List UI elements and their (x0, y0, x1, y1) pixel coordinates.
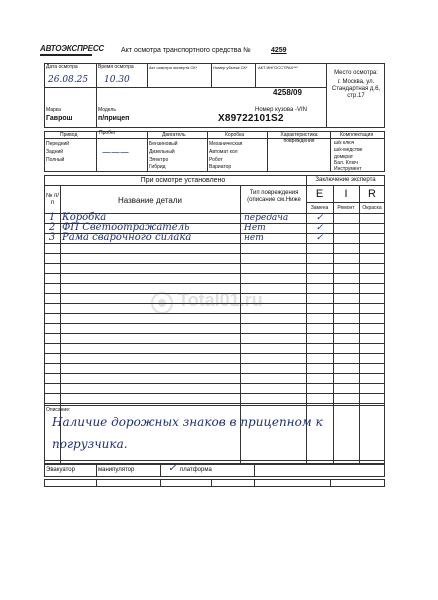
case-number: 4258/09 (273, 88, 302, 97)
gearbox-option-1: Механическая (209, 141, 243, 147)
kit-option-3: домкрат (334, 154, 354, 160)
table-row-divider (44, 323, 385, 324)
brand-value: Гаврош (46, 115, 73, 122)
replace-check: ✓ (315, 213, 324, 223)
notes-line-1: Наличие дорожных знаков в прицепном к (52, 415, 323, 429)
model-value: п/прицеп (98, 115, 130, 122)
time-label: Время осмотра (98, 64, 134, 70)
expert-act-label: Акт осмотра эксперта СК* (149, 65, 198, 70)
date-value: 26.08.25 (48, 75, 89, 85)
i-header: I (344, 188, 348, 200)
detail-name: Рама сварочного силака (62, 232, 192, 243)
date-label: Дата осмотра (46, 64, 78, 70)
ingos-label: АКТ ИНГОССТРАХ*** (258, 65, 298, 70)
e-header: E (315, 188, 324, 200)
engine-option-4: Гибрид (149, 164, 166, 170)
table-row-divider (44, 393, 385, 394)
expert-conclusion-header: Заключение эксперта (315, 177, 376, 183)
engine-header: Двигатель (162, 132, 186, 138)
table-row-divider (44, 343, 385, 344)
table-row-divider (44, 403, 385, 404)
drive-header: Привод (60, 132, 78, 138)
place-value: г. Москва, ул. Стандартная д.6, стр.17 (331, 79, 381, 99)
r-header: R (368, 188, 376, 200)
replace-subheader: Замена (310, 205, 329, 211)
evacuator-label: Эвакуатор (46, 467, 75, 473)
table-row-divider (44, 353, 385, 354)
model-label: Модель (98, 107, 116, 113)
row-number: 1 (48, 212, 56, 223)
damage-type-header: Тип повреждения (описание см.Ниже (247, 190, 301, 203)
mileage-header: Пробег (99, 130, 116, 136)
table-row-divider (44, 333, 385, 334)
kit-option-4: Бал. Ключ (334, 160, 358, 166)
drive-option-3: Полный (46, 157, 65, 163)
damage-type: Нет (244, 223, 266, 233)
table-row-divider (44, 363, 385, 364)
brand-label: Марка (46, 107, 61, 113)
drive-option-1: Передний (46, 141, 70, 147)
time-value: 10.30 (104, 75, 130, 85)
table-row-divider (44, 253, 385, 254)
row-number: 3 (48, 232, 56, 243)
mileage-value: ——— (102, 148, 129, 158)
replace-check: ✓ (315, 223, 324, 233)
replace-check: ✓ (315, 233, 324, 243)
damage-type: передача (244, 213, 289, 223)
page-title: Акт осмотра транспортного средства № (121, 47, 251, 54)
engine-option-3: Электро (149, 157, 169, 163)
loss-number-label: Номер убытка СК* (213, 65, 248, 70)
kit-option-1: ш/к ключ (334, 140, 355, 146)
table-row-divider (44, 373, 385, 374)
logo-text: АВТОЭКСПРЕСС (40, 44, 104, 53)
company-logo (40, 44, 104, 56)
row-number-header: № п/п (45, 193, 60, 206)
notes-label: Описание: (46, 407, 71, 413)
damage-characteristics-header: Характеристика повреждения (280, 132, 318, 144)
kit-option-5: Инструмент (334, 166, 362, 172)
act-number: 4259 (271, 47, 287, 54)
platform-label: платформа (180, 467, 212, 473)
damage-type: нет (244, 233, 264, 243)
established-header: При осмотре установлено (140, 177, 226, 184)
manipulator-label: манипулятор (98, 467, 135, 473)
detail-name-header: Название детали (118, 196, 182, 205)
detail-name: ФП Светоотражатель (62, 222, 190, 233)
repair-subheader: Ремонт (337, 205, 355, 211)
kit-option-2: ш/к-медстве (334, 147, 363, 153)
kit-header: Комплектация (340, 132, 374, 138)
paint-subheader: Окраска (362, 205, 382, 211)
detail-name: Коробка (62, 212, 107, 223)
table-row-divider (44, 263, 385, 264)
table-row-divider (44, 243, 385, 244)
drive-option-2: Задний (46, 149, 64, 155)
row-number: 2 (48, 222, 56, 233)
watermark-text: Total01.ru (178, 290, 263, 310)
gearbox-option-4: Вариатор (209, 164, 232, 170)
place-label: Место осмотра: (334, 70, 378, 76)
engine-option-1: Бензиновый (149, 141, 178, 147)
vin-value: X89722101S2 (218, 113, 284, 124)
gearbox-option-3: Робот (209, 157, 223, 163)
table-row-divider (44, 383, 385, 384)
table-row-divider (44, 273, 385, 274)
vin-label: Номер кузова -VIN (255, 107, 307, 113)
engine-option-2: Дизельный (149, 149, 175, 155)
platform-check: ✓ (168, 463, 177, 474)
table-row-divider (44, 283, 385, 284)
logo-underline (40, 54, 92, 56)
notes-line-2: погрузчика. (52, 437, 128, 451)
gearbox-option-2: Автомат кол (209, 149, 238, 155)
gearbox-header: Коробка (225, 132, 245, 138)
